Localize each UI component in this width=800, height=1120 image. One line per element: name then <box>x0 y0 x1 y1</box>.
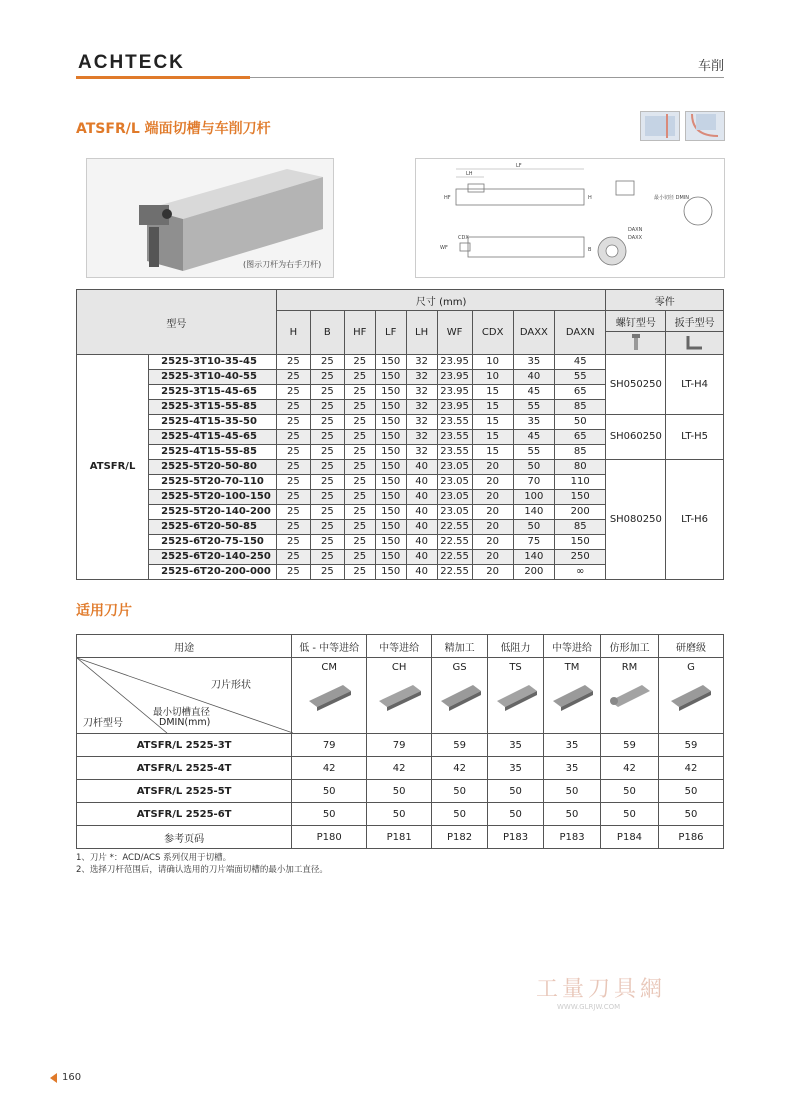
series-name: ATSFR/L <box>77 355 149 580</box>
spec-cell: 25 <box>310 535 344 550</box>
wrench-model: LT-H6 <box>666 460 724 580</box>
parts-header: 零件 <box>606 290 724 311</box>
model-code: 2525-6T20-140-250 <box>149 550 277 565</box>
spec-cell: 25 <box>344 385 375 400</box>
spec-cell: 23.05 <box>437 460 472 475</box>
col-header: HF <box>344 311 375 355</box>
face-turn-icon <box>685 111 725 141</box>
dmin-value: 79 <box>367 734 432 757</box>
spec-cell: 25 <box>310 355 344 370</box>
spec-cell: 200 <box>513 565 554 580</box>
code-label: CH <box>391 662 407 673</box>
spec-cell: 20 <box>472 535 513 550</box>
spec-cell: 32 <box>406 370 437 385</box>
model-code: 2525-5T20-70-110 <box>149 475 277 490</box>
model-header: 型号 <box>77 290 277 355</box>
ref-page: P184 <box>601 826 659 849</box>
dmin-value: 35 <box>488 757 544 780</box>
spec-cell: 150 <box>375 520 406 535</box>
spec-cell: 25 <box>276 445 310 460</box>
ref-page: P181 <box>367 826 432 849</box>
col-header: DAXX <box>513 311 554 355</box>
shape-label: 刀片形状 <box>211 680 251 691</box>
col-header: DAXN <box>554 311 606 355</box>
dmin-value: 59 <box>601 734 659 757</box>
label-lf: LF <box>516 163 522 169</box>
screw-model: SH060250 <box>606 415 666 460</box>
spec-cell: 25 <box>310 520 344 535</box>
spec-cell: 15 <box>472 400 513 415</box>
spec-cell: 200 <box>554 505 606 520</box>
wrench-header: 扳手型号 <box>666 311 724 332</box>
spec-cell: 20 <box>472 475 513 490</box>
ref-page: P183 <box>544 826 601 849</box>
spec-cell: 75 <box>513 535 554 550</box>
dmin-value: 35 <box>488 734 544 757</box>
spec-cell: 40 <box>406 460 437 475</box>
spec-cell: 20 <box>472 490 513 505</box>
dmin-value: 50 <box>367 780 432 803</box>
col-header: LH <box>406 311 437 355</box>
spec-cell: 35 <box>513 355 554 370</box>
spec-cell: 40 <box>406 535 437 550</box>
holder-model: ATSFR/L 2525-3T <box>77 734 292 757</box>
insert-shape-cell <box>544 658 601 734</box>
ref-page-label: 参考页码 <box>77 826 292 849</box>
spec-cell: 150 <box>375 565 406 580</box>
spec-cell: 65 <box>554 430 606 445</box>
label-hf: HF <box>444 195 451 201</box>
dmin-value: 50 <box>544 780 601 803</box>
code-label: TS <box>509 662 522 673</box>
spec-cell: 32 <box>406 355 437 370</box>
ref-page: P186 <box>658 826 723 849</box>
insert-shape-cell <box>367 658 432 734</box>
spec-cell: 20 <box>472 565 513 580</box>
spec-row <box>77 415 724 430</box>
dmin-value: 50 <box>292 803 367 826</box>
photo-caption: (图示刀杆为右手刀杆) <box>243 260 322 269</box>
label-daxn: DAXN <box>628 227 643 233</box>
spec-cell: 50 <box>513 520 554 535</box>
spec-cell: 35 <box>513 415 554 430</box>
dmin-label: 最小切槽直径 <box>153 707 211 718</box>
spec-cell: 40 <box>406 490 437 505</box>
face-groove-icon <box>640 111 680 141</box>
spec-cell: 25 <box>344 535 375 550</box>
screw-model: SH050250 <box>606 355 666 415</box>
spec-cell: 10 <box>472 355 513 370</box>
spec-cell: 40 <box>513 370 554 385</box>
page-arrow-icon <box>50 1073 57 1083</box>
spec-cell: 40 <box>406 505 437 520</box>
spec-cell: 25 <box>276 550 310 565</box>
label-daxx: DAXX <box>628 235 643 241</box>
spec-cell: 25 <box>310 385 344 400</box>
spec-cell: 15 <box>472 430 513 445</box>
code-label: RM <box>621 662 638 673</box>
holder-model: ATSFR/L 2525-6T <box>77 803 292 826</box>
spec-cell: 25 <box>276 535 310 550</box>
dmin-row <box>77 780 724 803</box>
spec-cell: 50 <box>513 460 554 475</box>
spec-cell: 150 <box>554 535 606 550</box>
note-1: 1、刀片 *：ACD/ACS 系列仅用于切槽。 <box>76 853 232 863</box>
model-code: 2525-3T15-45-65 <box>149 385 277 400</box>
usage-header: 用途 <box>77 635 292 658</box>
dmin-value: 50 <box>658 780 723 803</box>
dmin-row <box>77 734 724 757</box>
spec-cell: 25 <box>344 430 375 445</box>
usage-label: 中等进给 <box>367 635 432 658</box>
spec-cell: 25 <box>310 460 344 475</box>
spec-cell: 25 <box>310 475 344 490</box>
spec-row <box>77 460 724 475</box>
code-label: TM <box>564 662 580 673</box>
spec-cell: 25 <box>344 520 375 535</box>
code-label: G <box>687 662 695 673</box>
code-label: CM <box>321 662 337 673</box>
usage-label: 研磨级 <box>658 635 723 658</box>
model-code: 2525-4T15-45-65 <box>149 430 277 445</box>
spec-cell: 45 <box>513 430 554 445</box>
spec-cell: 25 <box>344 565 375 580</box>
spec-cell: ∞ <box>554 565 606 580</box>
spec-cell: 23.05 <box>437 475 472 490</box>
spec-cell: 150 <box>375 385 406 400</box>
col-header: CDX <box>472 311 513 355</box>
spec-cell: 25 <box>276 565 310 580</box>
spec-cell: 150 <box>554 490 606 505</box>
spec-cell: 25 <box>344 550 375 565</box>
diagonal-header-cell <box>77 658 292 734</box>
col-header: WF <box>437 311 472 355</box>
spec-cell: 32 <box>406 430 437 445</box>
spec-cell: 25 <box>276 415 310 430</box>
model-code: 2525-5T20-50-80 <box>149 460 277 475</box>
dmin-value: 42 <box>432 757 488 780</box>
dmin-row <box>77 757 724 780</box>
spec-cell: 32 <box>406 445 437 460</box>
spec-cell: 150 <box>375 370 406 385</box>
spec-cell: 85 <box>554 400 606 415</box>
spec-cell: 23.55 <box>437 415 472 430</box>
size-header: 尺寸 (mm) <box>276 290 606 311</box>
spec-row <box>77 355 724 370</box>
spec-cell: 10 <box>472 370 513 385</box>
spec-cell: 150 <box>375 550 406 565</box>
spec-cell: 150 <box>375 400 406 415</box>
spec-cell: 22.55 <box>437 550 472 565</box>
spec-cell: 23.55 <box>437 445 472 460</box>
dmin-value: 42 <box>601 757 659 780</box>
usage-label: 精加工 <box>432 635 488 658</box>
col-header: LF <box>375 311 406 355</box>
spec-cell: 25 <box>344 475 375 490</box>
spec-cell: 25 <box>344 445 375 460</box>
spec-cell: 23.95 <box>437 385 472 400</box>
spec-cell: 22.55 <box>437 535 472 550</box>
spec-cell: 55 <box>513 445 554 460</box>
spec-cell: 70 <box>513 475 554 490</box>
insert-table <box>76 634 724 849</box>
spec-cell: 150 <box>375 475 406 490</box>
spec-cell: 25 <box>310 370 344 385</box>
spec-cell: 25 <box>276 460 310 475</box>
spec-cell: 40 <box>406 520 437 535</box>
spec-cell: 150 <box>375 535 406 550</box>
holder-label: 刀杆型号 <box>83 718 123 729</box>
dmin-value: 42 <box>658 757 723 780</box>
spec-cell: 65 <box>554 385 606 400</box>
model-code: 2525-6T20-50-85 <box>149 520 277 535</box>
note-2: 2、选择刀杆范围后，请确认选用的刀片端面切槽的最小加工直径。 <box>76 865 328 875</box>
spec-cell: 40 <box>406 550 437 565</box>
spec-cell: 23.05 <box>437 490 472 505</box>
dmin-value: 42 <box>292 757 367 780</box>
usage-label: 中等进给 <box>544 635 601 658</box>
model-code: 2525-3T15-55-85 <box>149 400 277 415</box>
spec-cell: 15 <box>472 385 513 400</box>
spec-cell: 23.95 <box>437 400 472 415</box>
label-wf: WF <box>440 245 448 251</box>
wrench-model: LT-H5 <box>666 415 724 460</box>
spec-cell: 32 <box>406 385 437 400</box>
spec-cell: 25 <box>310 445 344 460</box>
page-number: 160 <box>62 1072 82 1083</box>
insert-shape-cell <box>432 658 488 734</box>
spec-cell: 25 <box>344 370 375 385</box>
insert-shape-cell <box>658 658 723 734</box>
label-h: H <box>588 195 592 201</box>
spec-cell: 25 <box>276 475 310 490</box>
spec-cell: 55 <box>554 370 606 385</box>
dmin-row <box>77 803 724 826</box>
spec-cell: 140 <box>513 505 554 520</box>
spec-cell: 25 <box>276 430 310 445</box>
screw-header: 螺钉型号 <box>606 311 666 332</box>
insert-section-title: 适用刀片 <box>76 603 132 619</box>
spec-cell: 50 <box>554 415 606 430</box>
spec-cell: 150 <box>375 460 406 475</box>
spec-cell: 45 <box>554 355 606 370</box>
spec-cell: 20 <box>472 460 513 475</box>
col-header: H <box>276 311 310 355</box>
spec-cell: 25 <box>276 355 310 370</box>
spec-cell: 40 <box>406 565 437 580</box>
screw-icon <box>606 332 666 355</box>
dmin-value: 35 <box>544 734 601 757</box>
spec-cell: 45 <box>513 385 554 400</box>
model-code: 2525-4T15-55-85 <box>149 445 277 460</box>
spec-cell: 25 <box>310 430 344 445</box>
spec-cell: 150 <box>375 490 406 505</box>
spec-table <box>76 289 724 580</box>
spec-cell: 25 <box>276 490 310 505</box>
model-code: 2525-5T20-100-150 <box>149 490 277 505</box>
spec-cell: 23.55 <box>437 430 472 445</box>
spec-cell: 25 <box>276 370 310 385</box>
spec-cell: 150 <box>375 430 406 445</box>
spec-cell: 25 <box>344 415 375 430</box>
spec-cell: 250 <box>554 550 606 565</box>
dmin-value: 59 <box>658 734 723 757</box>
model-code: 2525-6T20-75-150 <box>149 535 277 550</box>
code-label: GS <box>452 662 467 673</box>
dmin-value: 50 <box>601 780 659 803</box>
label-b: B <box>588 247 592 253</box>
spec-cell: 80 <box>554 460 606 475</box>
dmin-value: 35 <box>544 757 601 780</box>
spec-cell: 32 <box>406 415 437 430</box>
spec-cell: 85 <box>554 520 606 535</box>
dmin-unit: DMIN(mm) <box>159 717 211 728</box>
spec-cell: 25 <box>344 400 375 415</box>
dmin-value: 50 <box>601 803 659 826</box>
model-code: 2525-4T15-35-50 <box>149 415 277 430</box>
dmin-value: 50 <box>488 780 544 803</box>
page-title: ATSFR/L 端面切槽与车削刀杆 <box>76 121 271 137</box>
spec-cell: 150 <box>375 505 406 520</box>
spec-cell: 150 <box>375 415 406 430</box>
spec-cell: 25 <box>310 415 344 430</box>
ref-page: P183 <box>488 826 544 849</box>
spec-cell: 20 <box>472 520 513 535</box>
section-label: 车削 <box>697 59 724 74</box>
dmin-value: 50 <box>367 803 432 826</box>
spec-cell: 40 <box>406 475 437 490</box>
screw-model: SH080250 <box>606 460 666 580</box>
spec-cell: 23.05 <box>437 505 472 520</box>
spec-cell: 23.95 <box>437 355 472 370</box>
spec-cell: 20 <box>472 505 513 520</box>
spec-cell: 150 <box>375 355 406 370</box>
label-dmin: 最小切径 DMIN <box>654 195 689 201</box>
wrench-icon <box>666 332 724 355</box>
spec-cell: 15 <box>472 445 513 460</box>
spec-cell: 25 <box>276 385 310 400</box>
dmin-value: 50 <box>544 803 601 826</box>
dimension-diagram <box>415 158 725 278</box>
model-code: 2525-3T10-35-45 <box>149 355 277 370</box>
ref-page: P180 <box>292 826 367 849</box>
spec-cell: 25 <box>344 505 375 520</box>
spec-cell: 100 <box>513 490 554 505</box>
brand-logo: ACHTECK <box>78 52 185 73</box>
spec-cell: 23.95 <box>437 370 472 385</box>
spec-cell: 25 <box>310 490 344 505</box>
spec-cell: 25 <box>344 355 375 370</box>
model-code: 2525-5T20-140-200 <box>149 505 277 520</box>
dmin-value: 79 <box>292 734 367 757</box>
spec-cell: 150 <box>375 445 406 460</box>
dmin-value: 50 <box>658 803 723 826</box>
model-code: 2525-6T20-200-000 <box>149 565 277 580</box>
dmin-value: 50 <box>292 780 367 803</box>
spec-cell: 110 <box>554 475 606 490</box>
spec-cell: 32 <box>406 400 437 415</box>
insert-shape-cell <box>601 658 659 734</box>
spec-cell: 22.55 <box>437 565 472 580</box>
spec-cell: 25 <box>276 505 310 520</box>
ref-page: P182 <box>432 826 488 849</box>
usage-label: 仿形加工 <box>601 635 659 658</box>
spec-cell: 25 <box>344 460 375 475</box>
holder-model: ATSFR/L 2525-5T <box>77 780 292 803</box>
spec-cell: 55 <box>513 400 554 415</box>
spec-cell: 140 <box>513 550 554 565</box>
col-header: B <box>310 311 344 355</box>
model-code: 2525-3T10-40-55 <box>149 370 277 385</box>
label-lh: LH <box>466 171 473 177</box>
spec-cell: 25 <box>276 400 310 415</box>
dmin-value: 42 <box>367 757 432 780</box>
spec-cell: 25 <box>310 565 344 580</box>
wrench-model: LT-H4 <box>666 355 724 415</box>
spec-cell: 20 <box>472 550 513 565</box>
holder-model: ATSFR/L 2525-4T <box>77 757 292 780</box>
dmin-value: 50 <box>488 803 544 826</box>
spec-cell: 25 <box>344 490 375 505</box>
dmin-value: 50 <box>432 803 488 826</box>
spec-cell: 25 <box>276 520 310 535</box>
dmin-value: 50 <box>432 780 488 803</box>
usage-label: 低阻力 <box>488 635 544 658</box>
spec-cell: 25 <box>310 550 344 565</box>
watermark-url: WWW.GLRJW.COM <box>557 1003 621 1011</box>
label-cdx: CDX <box>458 235 469 241</box>
dmin-value: 59 <box>432 734 488 757</box>
insert-shape-cell <box>292 658 367 734</box>
watermark-text: 工量刀具網 <box>536 977 667 1002</box>
insert-shape-cell <box>488 658 544 734</box>
spec-cell: 85 <box>554 445 606 460</box>
spec-cell: 25 <box>310 505 344 520</box>
usage-label: 低 - 中等进给 <box>292 635 367 658</box>
spec-cell: 22.55 <box>437 520 472 535</box>
header-accent-bar <box>76 76 250 79</box>
spec-cell: 25 <box>310 400 344 415</box>
spec-cell: 15 <box>472 415 513 430</box>
